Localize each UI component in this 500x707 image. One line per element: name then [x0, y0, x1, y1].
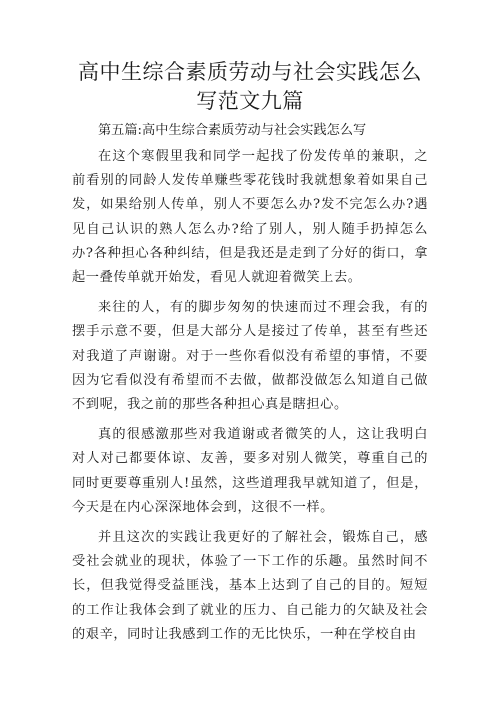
- paragraph-1: 在这个寒假里我和同学一起找了份发传单的兼职，之前看别的同龄人发传单赚些零花钱时我就想象着如果自己发，如果给别人传单，别人不要怎么办?发不完怎么办?遇见自己认识的熟人怎么办?给了别人，别人随手扔掉怎么办?各种担心各种纠结，但是我还是走到了分好的街口，拿起一叠传单就开始发，看见人就迎着微笑上去。: [72, 149, 428, 286]
- document-page: [72, 58, 428, 653]
- paragraph-3: 真的很感激那些对我道谢或者微笑的人，这让我明白对人对己都要体谅、友善，要多对别人微笑，尊重自己的同时更要尊重别人!虽然，这些道理我早就知道了，但是，今天是在内心深深地体会到，这很不一样。: [72, 427, 428, 515]
- paragraph-2: 来往的人，有的脚步匆匆的快速而过不理会我，有的摆手示意不要，但是大部分人是接过了传单，甚至有些还对我道了声谢谢。对于一些你看似没有希望的事情，不要因为它看似没有希望而不去做，做都没做怎么知道自己做不到呢，我之前的那些各种担心真是瞎担心。: [72, 300, 428, 413]
- document-subtitle: 第五篇:高中生综合素质劳动与社会实践怎么写: [98, 123, 367, 138]
- document-title: 高中生综合素质劳动与社会实践怎么写范文九篇: [78, 60, 422, 113]
- paragraph-4: 并且这次的实践让我更好的了解社会，锻炼自己，感受社会就业的现状，体验了一下工作的乐趣。虽然时间不长，但我觉得受益匪浅，基本上达到了自己的目的。短短的工作让我体会到了就业的压力、自己能力的欠缺及社会的艰辛，同时让我感到工作的无比快乐，一种在学校自由: [72, 530, 428, 642]
